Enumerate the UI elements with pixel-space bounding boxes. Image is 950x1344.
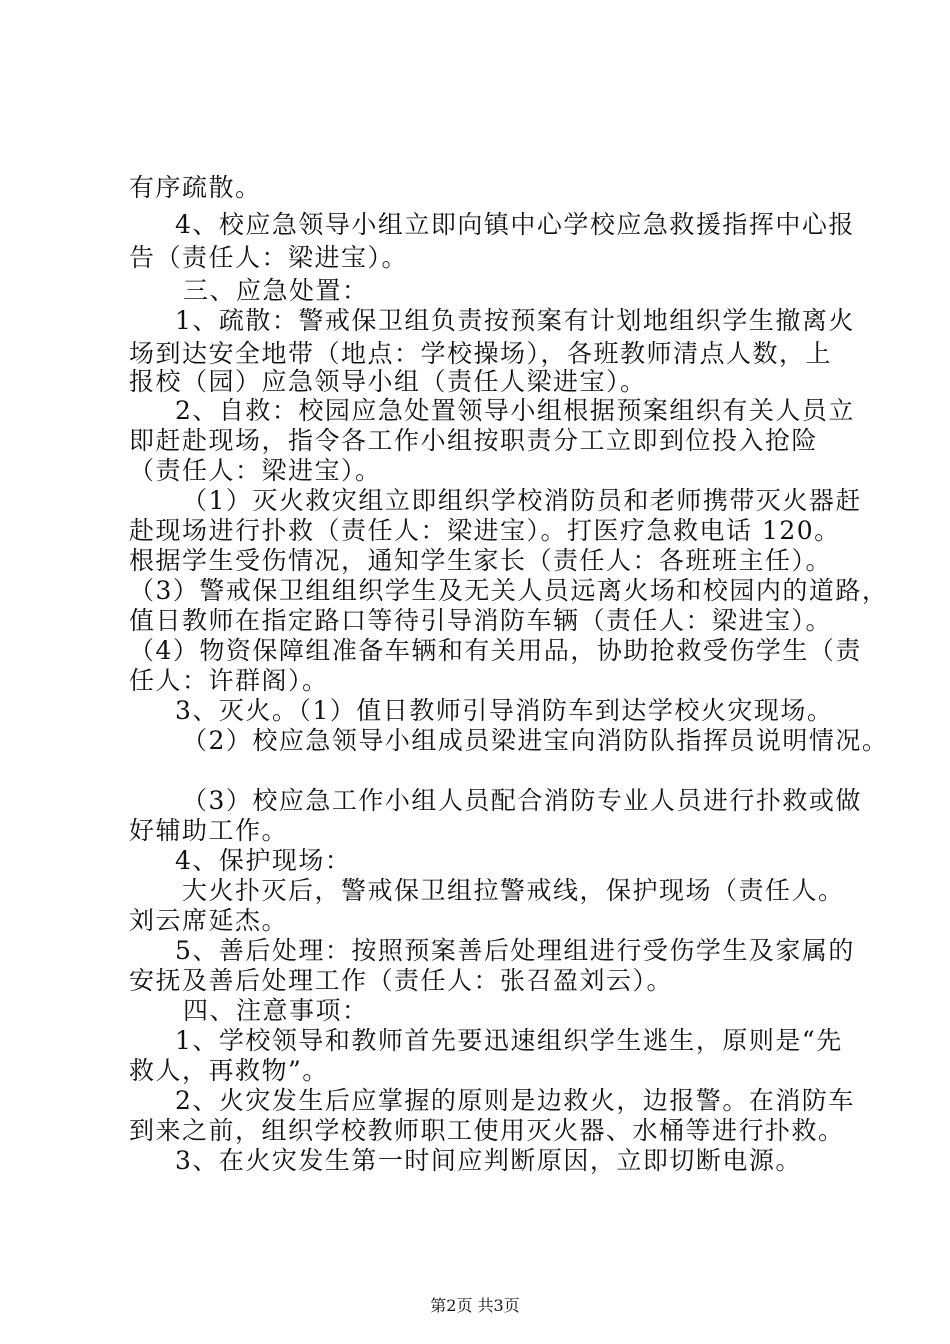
- text-line: 有序疏散。: [129, 173, 262, 202]
- text-line: 3、在火灾发生第一时间应判断原因，立即切断电源。: [175, 1146, 802, 1175]
- text-line: 即赶赴现场，指令各工作小组按职责分工立即到位投入抢险: [129, 426, 819, 455]
- text-line: 安抚及善后处理工作（责任人：张召盈刘云）。: [129, 966, 674, 995]
- text-line: 任人：许群阁）。: [129, 666, 329, 695]
- text-line: （1）灭火救灾组立即组织学校消防员和老师携带灭火器赶: [182, 486, 862, 515]
- text-line: （2）校应急领导小组成员梁进宝向消防队指挥员说明情况。: [182, 726, 889, 755]
- text-line: 1、疏散：警戒保卫组负责按预案有计划地组织学生撤离火: [175, 306, 855, 335]
- page-number: 第2页 共3页: [430, 1296, 520, 1315]
- section-heading: 三、应急处置：: [183, 276, 369, 305]
- text-line: 到来之前，组织学校教师职工使用灭火器、水桶等进行扑救。: [129, 1116, 845, 1145]
- text-line: （4）物资保障组准备车辆和有关用品，协助抢救受伤学生（责: [129, 636, 862, 665]
- text-line: 大火扑灭后，警戒保卫组拉警戒线，保护现场（责任人。: [182, 876, 845, 905]
- text-line: 刘云席延杰。: [129, 906, 289, 935]
- text-line: 4、校应急领导小组立即向镇中心学校应急救援指挥中心报: [175, 210, 855, 239]
- text-line: 告（责任人：梁进宝）。: [129, 243, 409, 272]
- text-line: 根据学生受伤情况，通知学生家长（责任人：各班班主任）。: [129, 546, 833, 575]
- text-line: 救人，再救物”。: [129, 1056, 329, 1085]
- text-line: （3）警戒保卫组组织学生及无关人员远离火场和校园内的道路，: [129, 576, 889, 605]
- text-line: 2、自救：校园应急处置领导小组根据预案组织有关人员立: [175, 396, 855, 425]
- text-line: 2、火灾发生后应掌握的原则是边救火，边报警。在消防车: [175, 1086, 855, 1115]
- text-line: 报校（园）应急领导小组（责任人梁进宝）。: [129, 367, 647, 396]
- section-heading: 四、注意事项：: [183, 996, 369, 1025]
- text-line: 好辅助工作。: [129, 816, 289, 845]
- text-line: 5、善后处理：按照预案善后处理组进行受伤学生及家属的: [175, 936, 855, 965]
- page-footer: [0, 1296, 950, 1316]
- text-line: 1、学校领导和教师首先要迅速组织学生逃生，原则是“先: [175, 1026, 843, 1055]
- text-line: 赴现场进行扑救（责任人：梁进宝）。打医疗急救电话 120。: [129, 516, 841, 545]
- text-line: 场到达安全地带（地点：学校操场），各班教师清点人数，上: [129, 339, 833, 368]
- text-line: 值日教师在指定路口等待引导消防车辆（责任人：梁进宝）。: [129, 606, 833, 635]
- text-line: （3）校应急工作小组人员配合消防专业人员进行扑救或做: [182, 786, 862, 815]
- text-line: （责任人：梁进宝）。: [129, 456, 382, 485]
- text-line: 3、灭火。（1）值日教师引导消防车到达学校火灾现场。: [175, 696, 834, 725]
- text-line: 4、保护现场：: [175, 846, 352, 875]
